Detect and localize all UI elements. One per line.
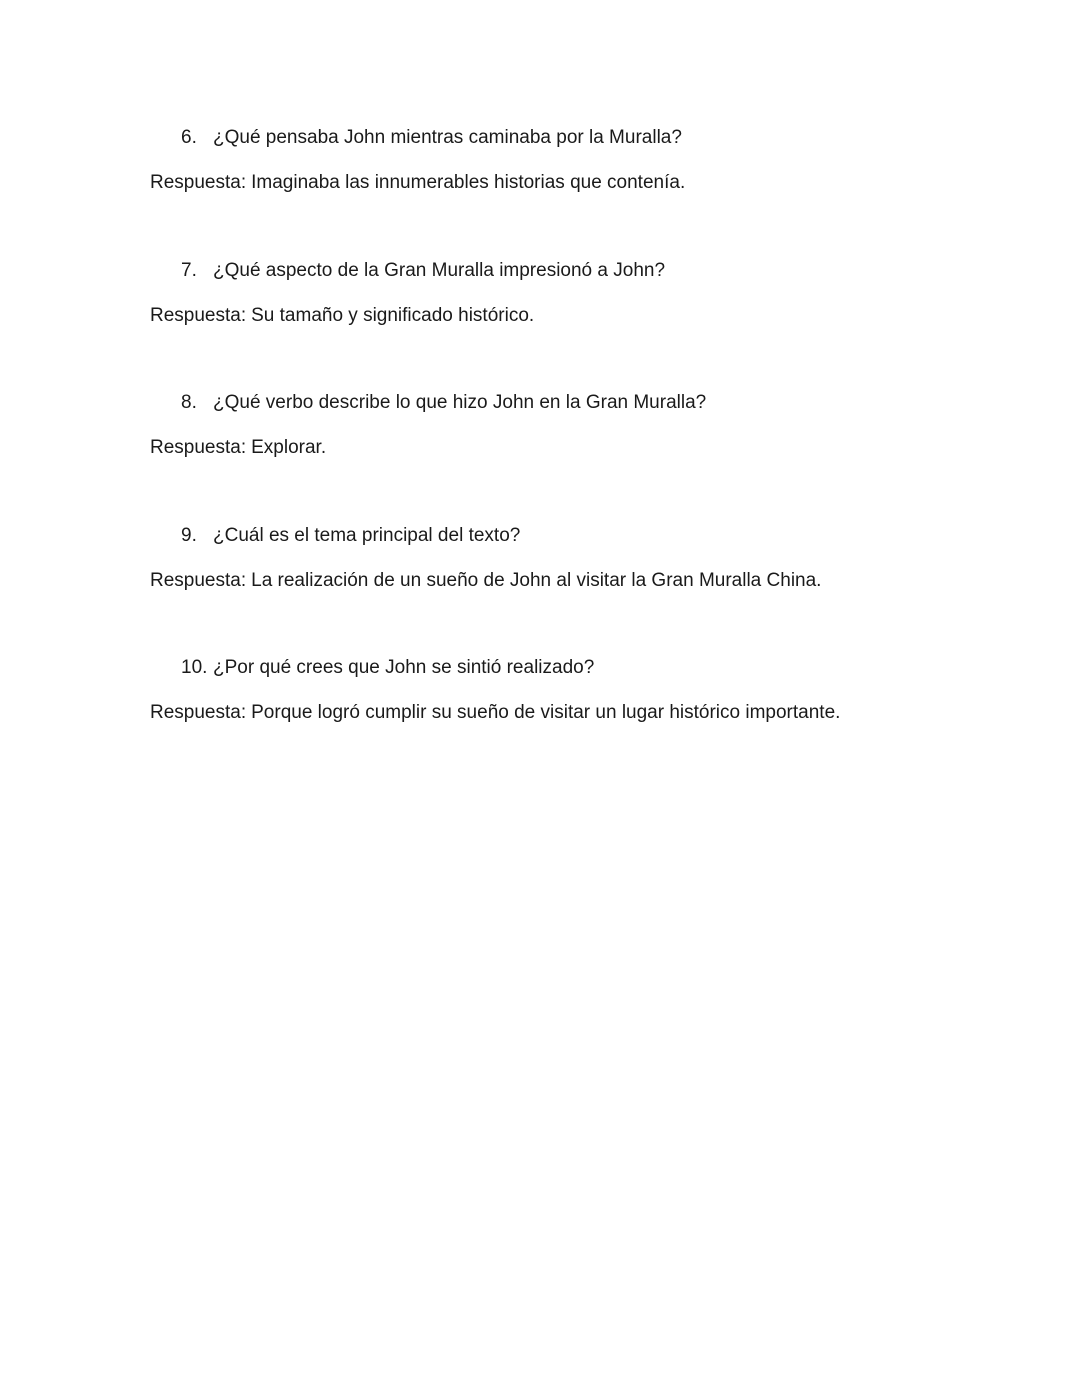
answer-label: Respuesta: (150, 702, 247, 723)
question (181, 126, 682, 150)
question-text: ¿Por qué crees que John se sintió realizado? (213, 657, 595, 678)
question-number: 8. (181, 392, 197, 413)
question (181, 524, 520, 548)
answer-label: Respuesta: (150, 437, 247, 458)
answer-label: Respuesta: (150, 172, 247, 193)
answer-text: Imaginaba las innumerables historias que contenía. (251, 172, 686, 193)
answer (150, 304, 534, 328)
answer (150, 701, 840, 725)
answer (150, 569, 821, 593)
question-text: ¿Qué pensaba John mientras caminaba por la Muralla? (213, 127, 682, 148)
question (181, 656, 594, 680)
answer-label: Respuesta: (150, 305, 247, 326)
question-text: ¿Cuál es el tema principal del texto? (213, 525, 521, 546)
answer-text: Explorar. (251, 437, 327, 458)
question-number: 6. (181, 127, 197, 148)
answer-text: Porque logró cumplir su sueño de visitar un lugar histórico importante. (251, 702, 841, 723)
question-number: 7. (181, 260, 197, 281)
answer (150, 171, 685, 195)
question (181, 391, 706, 415)
question (181, 259, 665, 283)
question-number: 10. (181, 657, 208, 678)
question-text: ¿Qué verbo describe lo que hizo John en la Gran Muralla? (213, 392, 707, 413)
answer-label: Respuesta: (150, 570, 247, 591)
question-number: 9. (181, 525, 197, 546)
question-text: ¿Qué aspecto de la Gran Muralla impresionó a John? (213, 260, 666, 281)
answer (150, 436, 326, 460)
answer-text: La realización de un sueño de John al visitar la Gran Muralla China. (251, 570, 822, 591)
answer-text: Su tamaño y significado histórico. (251, 305, 535, 326)
